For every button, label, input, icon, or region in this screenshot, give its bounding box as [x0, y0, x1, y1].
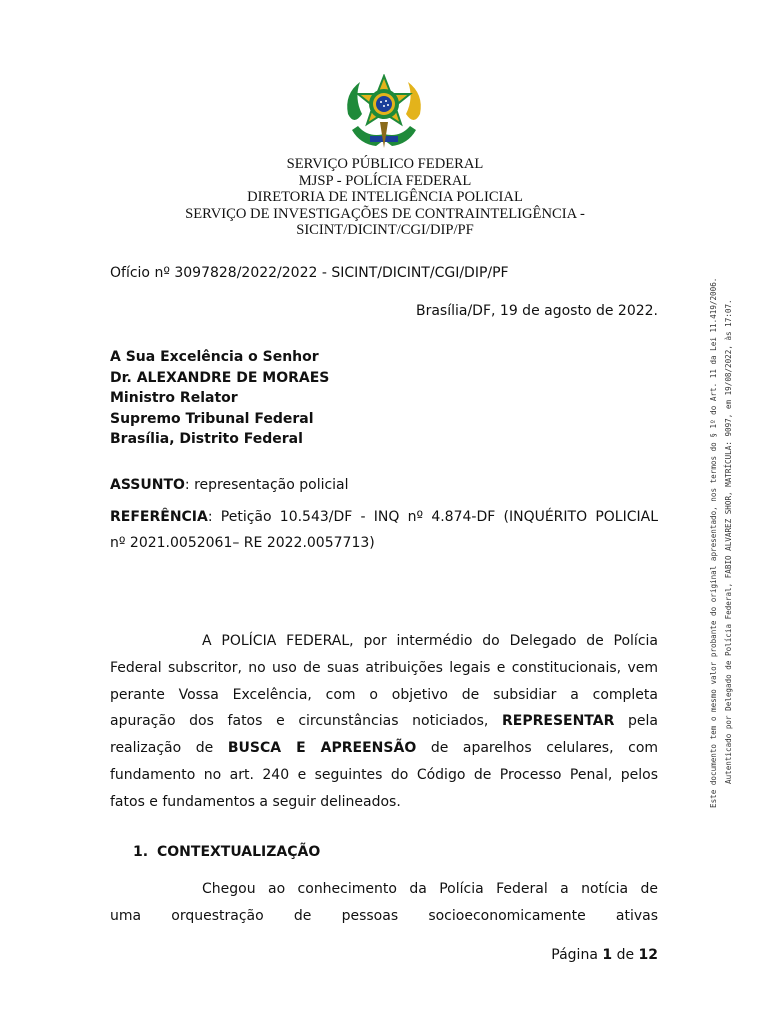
section-heading: [133, 844, 320, 860]
page-current: 1: [602, 947, 613, 963]
addressee-line: Dr. ALEXANDRE DE MORAES: [110, 369, 330, 386]
reference-text: : Petição 10.543/DF - INQ nº 4.874-DF (INQUÉRITO POLICIAL: [207, 509, 658, 525]
body-text: apuração dos fatos e circunstâncias noticiados,: [110, 713, 489, 730]
page-of: de: [616, 947, 635, 963]
reference-block: [110, 504, 658, 556]
reference-line-1: [110, 504, 658, 530]
reference-label: REFERÊNCIA: [110, 509, 208, 525]
addressee-line: Supremo Tribunal Federal: [110, 410, 314, 427]
page-total: 12: [638, 947, 658, 963]
section-title: CONTEXTUALIZAÇÃO: [157, 844, 321, 860]
body-emphasis: BUSCA E APREENSÃO: [227, 740, 417, 757]
addressee-line: Brasília, Distrito Federal: [110, 431, 303, 447]
subject-label: ASSUNTO: [110, 477, 185, 493]
section-number: 1.: [133, 844, 149, 860]
section-line: uma orquestração de pessoas socioeconomicamente ativas: [110, 907, 658, 924]
header-line: MJSP - POLÍCIA FEDERAL: [298, 172, 472, 189]
header-line: SICINT/DICINT/CGI/DIP/PF: [296, 222, 474, 238]
body-text: de aparelhos celulares, com: [430, 740, 659, 757]
authentication-line: Autenticado por Delegado de Polícia Federal, FABIO ALVAREZ SHOR, MATRÍCULA: 9097, em 19/08/2022, às 17:07.: [724, 299, 733, 784]
body-paragraph: [110, 628, 658, 816]
body-line: perante Vossa Excelência, com o objetivo de subsidiar a completa: [110, 686, 658, 703]
body-emphasis: REPRESENTAR: [502, 713, 615, 730]
reference-line-2: nº 2021.0052061– RE 2022.0057713): [110, 535, 375, 551]
subject-text: : representação policial: [184, 477, 349, 493]
section-paragraph: [110, 876, 658, 930]
section-line: Chegou ao conhecimento da Polícia Federal a notícia de: [202, 881, 658, 897]
header-block: [100, 156, 670, 239]
addressee-block: [110, 347, 329, 450]
authentication-line: Este documento tem o mesmo valor probante do original apresentado, nos termos do § 1º do Art. 11 da Lei 11.419/2006.: [709, 277, 718, 808]
body-line: [110, 735, 658, 762]
header-line: DIRETORIA DE INTELIGÊNCIA POLICIAL: [247, 189, 523, 205]
page-prefix: Página: [551, 947, 598, 963]
body-text: realização de: [110, 740, 214, 757]
body-line: A POLÍCIA FEDERAL, por intermédio do Delegado de Polícia: [202, 633, 658, 649]
body-line: fatos e fundamentos a seguir delineados.: [110, 793, 401, 810]
body-line: fundamento no art. 240 e seguintes do Código de Processo Penal, pelos: [110, 766, 658, 783]
coat-of-arms-icon: [340, 74, 428, 156]
body-line: [110, 708, 658, 735]
header-line: SERVIÇO PÚBLICO FEDERAL: [286, 156, 484, 172]
authentication-note: [706, 278, 736, 808]
document-date: Brasília/DF, 19 de agosto de 2022.: [415, 303, 658, 319]
addressee-line: A Sua Excelência o Senhor: [110, 349, 319, 365]
addressee-line: Ministro Relator: [110, 390, 238, 406]
body-text: pela: [628, 713, 659, 730]
page-number: [551, 947, 658, 963]
body-line: Federal subscritor, no uso de suas atribuições legais e constitucionais, vem: [110, 659, 658, 676]
header-line: SERVIÇO DE INVESTIGAÇÕES DE CONTRAINTELIGÊNCIA -: [185, 205, 585, 222]
oficio-number: Ofício nº 3097828/2022/2022 - SICINT/DICINT/CGI/DIP/PF: [110, 265, 509, 281]
subject-line: [110, 477, 349, 493]
